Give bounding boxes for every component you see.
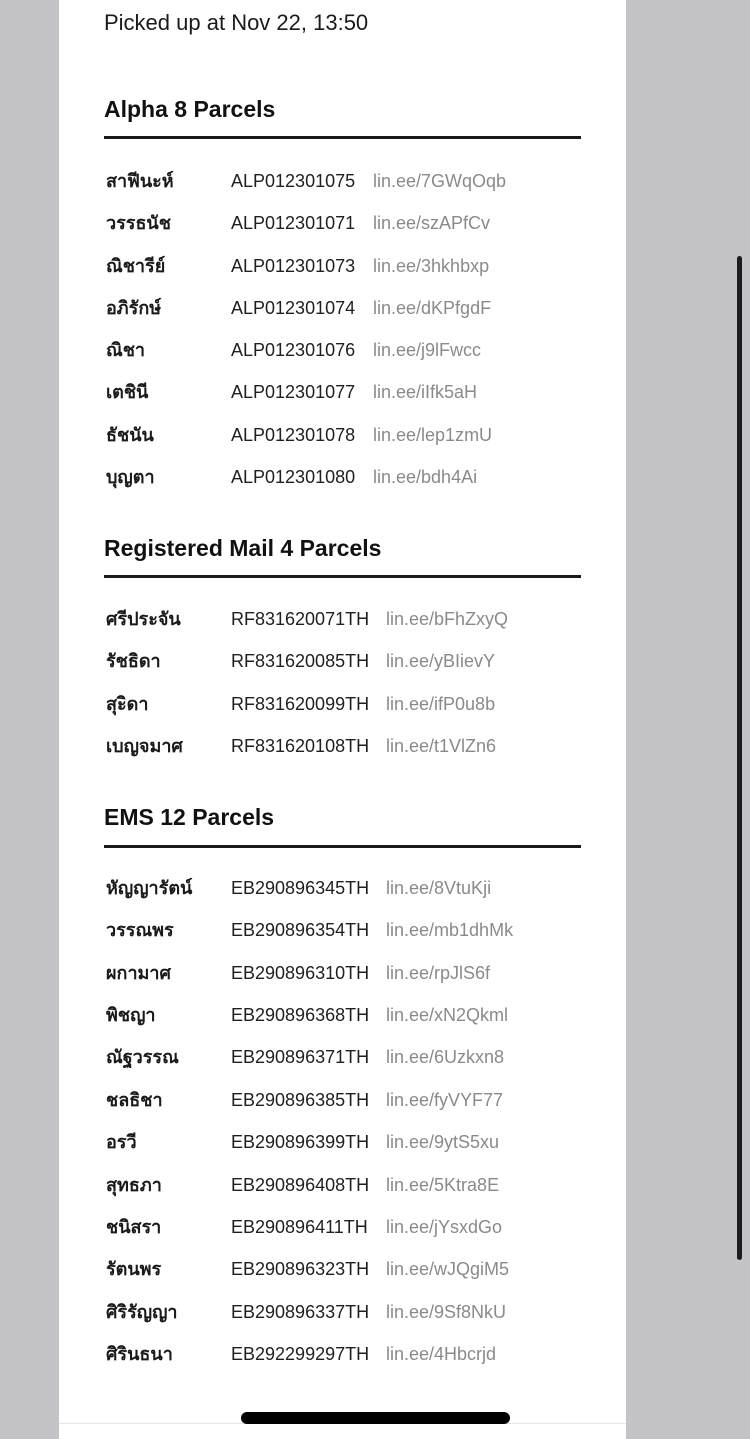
table-row	[0, 689, 750, 719]
recipient-name: ณัฐวรรณ	[106, 1047, 179, 1067]
table-row	[0, 646, 750, 676]
tracking-number: EB290896371TH	[231, 1047, 370, 1067]
table-row	[0, 731, 750, 761]
recipient-name: สาฟีนะห์	[106, 171, 174, 191]
tracking-link[interactable]: lin.ee/4Hbcrjd	[386, 1344, 497, 1364]
recipient-name: ณิชารีย์	[106, 256, 166, 276]
tracking-link[interactable]: lin.ee/dKPfgdF	[373, 298, 492, 318]
tracking-number: ALP012301078	[231, 425, 356, 445]
tracking-number: EB290896408TH	[231, 1175, 370, 1195]
tracking-number: ALP012301074	[231, 298, 356, 318]
tracking-number: EB290896368TH	[231, 1005, 370, 1025]
tracking-link[interactable]: lin.ee/wJQgiM5	[386, 1259, 510, 1279]
table-row	[0, 1127, 750, 1157]
table-row	[0, 420, 750, 450]
tracking-link[interactable]: lin.ee/t1VlZn6	[386, 736, 497, 756]
recipient-name: ณิชา	[106, 340, 146, 360]
tracking-number: RF831620108TH	[231, 736, 370, 756]
table-row	[0, 208, 750, 238]
tracking-number: EB290896345TH	[231, 878, 370, 898]
recipient-name: รัตนพร	[106, 1259, 162, 1279]
tracking-number: RF831620085TH	[231, 651, 370, 671]
picked-up-text: Picked up at Nov 22, 13:50	[104, 10, 369, 35]
tracking-link[interactable]: lin.ee/lep1zmU	[373, 425, 493, 445]
section-divider	[104, 136, 581, 139]
tracking-link[interactable]: lin.ee/7GWqOqb	[373, 171, 507, 191]
table-row	[0, 166, 750, 196]
table-row	[0, 335, 750, 365]
table-row	[0, 1085, 750, 1115]
table-row	[0, 1254, 750, 1284]
tracking-link[interactable]: lin.ee/ifP0u8b	[386, 694, 496, 714]
tracking-number: EB290896337TH	[231, 1302, 370, 1322]
recipient-name: ศิริรัญญา	[106, 1302, 178, 1322]
table-row	[0, 293, 750, 323]
tracking-link[interactable]: lin.ee/yBIievY	[386, 651, 496, 671]
recipient-name: ชนิสรา	[106, 1217, 162, 1237]
tracking-link[interactable]: lin.ee/8VtuKji	[386, 878, 492, 898]
recipient-name: อภิรักษ์	[106, 298, 162, 318]
section-title-ems: EMS 12 Parcels	[104, 804, 275, 830]
table-row	[0, 1212, 750, 1242]
recipient-name: รัชธิดา	[106, 651, 161, 671]
tracking-number: ALP012301077	[231, 382, 356, 402]
tracking-link[interactable]: lin.ee/rpJlS6f	[386, 963, 491, 983]
table-row	[0, 1170, 750, 1200]
tracking-number: RF831620099TH	[231, 694, 370, 714]
tracking-number: EB290896385TH	[231, 1090, 370, 1110]
tracking-number: EB290896310TH	[231, 963, 370, 983]
table-row	[0, 1297, 750, 1327]
recipient-name: ศิรินธนา	[106, 1344, 173, 1364]
tracking-link[interactable]: lin.ee/bdh4Ai	[373, 467, 478, 487]
table-row	[0, 873, 750, 903]
section-divider	[104, 845, 581, 848]
recipient-name: สุทธภา	[106, 1175, 162, 1195]
table-row	[0, 1042, 750, 1072]
recipient-name: วรรธนัช	[106, 213, 171, 233]
recipient-name: ธัชนัน	[106, 425, 154, 445]
table-row	[0, 462, 750, 492]
scrollbar[interactable]	[737, 256, 742, 1260]
section-title-registered: Registered Mail 4 Parcels	[104, 535, 382, 561]
home-indicator[interactable]	[241, 1412, 510, 1424]
recipient-name: บุญตา	[106, 467, 155, 487]
table-row	[0, 251, 750, 281]
table-row	[0, 1339, 750, 1369]
tracking-link[interactable]: lin.ee/6Uzkxn8	[386, 1047, 505, 1067]
tracking-link[interactable]: lin.ee/5Ktra8E	[386, 1175, 500, 1195]
tracking-number: EB290896354TH	[231, 920, 370, 940]
recipient-name: เตชินี	[106, 382, 149, 402]
table-row	[0, 1000, 750, 1030]
recipient-name: ผกามาศ	[106, 963, 171, 983]
tracking-number: RF831620071TH	[231, 609, 370, 629]
tracking-link[interactable]: lin.ee/xN2Qkml	[386, 1005, 509, 1025]
tracking-number: EB292299297TH	[231, 1344, 370, 1364]
tracking-number: ALP012301073	[231, 256, 356, 276]
table-row	[0, 604, 750, 634]
recipient-name: สุะิดา	[106, 694, 149, 714]
tracking-number: ALP012301076	[231, 340, 356, 360]
recipient-name: พิชญา	[106, 1005, 156, 1025]
tracking-number: EB290896411TH	[231, 1217, 368, 1237]
tracking-link[interactable]: lin.ee/fyVYF77	[386, 1090, 504, 1110]
tracking-link[interactable]: lin.ee/j9lFwcc	[373, 340, 482, 360]
tracking-number: ALP012301080	[231, 467, 356, 487]
section-divider	[104, 575, 581, 578]
recipient-name: วรรณพร	[106, 920, 174, 940]
table-row	[0, 915, 750, 945]
recipient-name: ชลธิชา	[106, 1090, 163, 1110]
tracking-number: EB290896399TH	[231, 1132, 370, 1152]
tracking-link[interactable]: lin.ee/mb1dhMk	[386, 920, 514, 940]
table-row	[0, 377, 750, 407]
tracking-link[interactable]: lin.ee/jYsxdGo	[386, 1217, 503, 1237]
recipient-name: เบญจมาศ	[106, 736, 183, 756]
recipient-name: อรวี	[106, 1132, 137, 1152]
table-row	[0, 958, 750, 988]
tracking-number: ALP012301075	[231, 171, 356, 191]
recipient-name: ศรีประจัน	[106, 609, 181, 629]
tracking-link[interactable]: lin.ee/szAPfCv	[373, 213, 491, 233]
tracking-link[interactable]: lin.ee/iIfk5aH	[373, 382, 478, 402]
tracking-link[interactable]: lin.ee/bFhZxyQ	[386, 609, 509, 629]
tracking-number: EB290896323TH	[231, 1259, 370, 1279]
tracking-link[interactable]: lin.ee/9Sf8NkU	[386, 1302, 507, 1322]
tracking-link[interactable]: lin.ee/3hkhbxp	[373, 256, 490, 276]
section-title-alpha: Alpha 8 Parcels	[104, 96, 276, 122]
tracking-number: ALP012301071	[231, 213, 356, 233]
recipient-name: หัญญารัตน์	[106, 878, 193, 898]
tracking-link[interactable]: lin.ee/9ytS5xu	[386, 1132, 500, 1152]
